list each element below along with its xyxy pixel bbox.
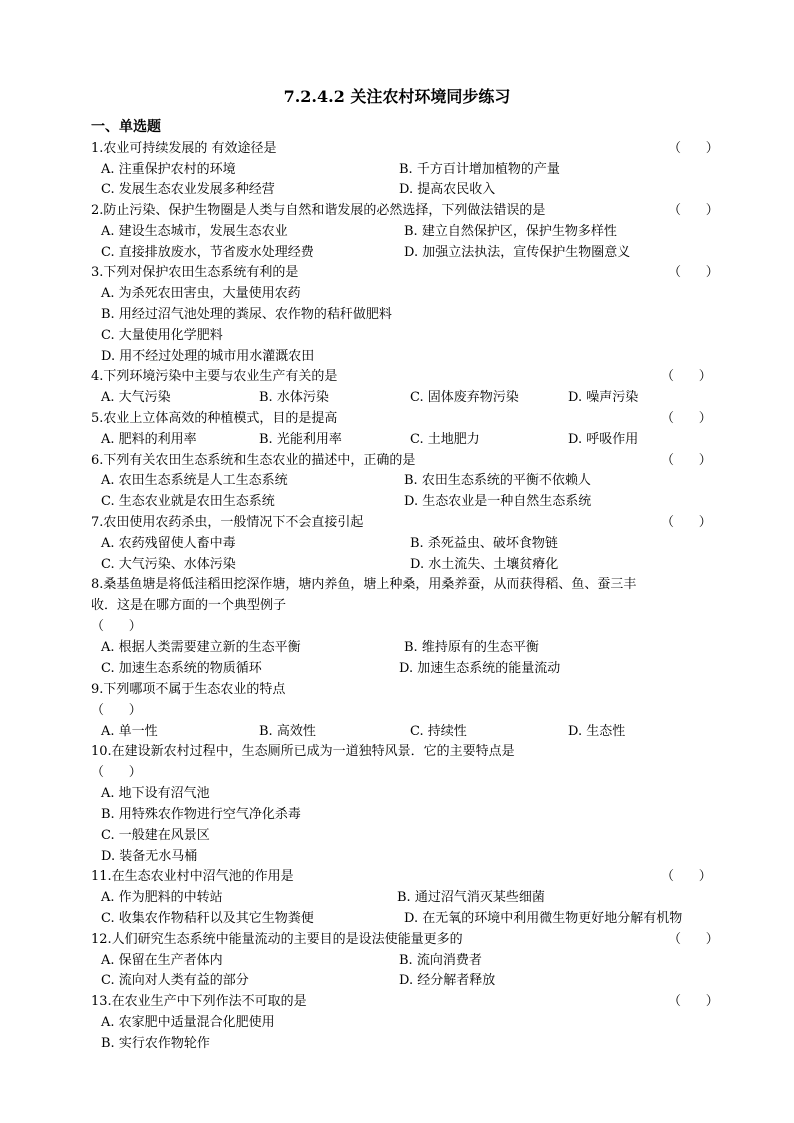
answer-option: D. 加速生态系统的能量流动 [399, 661, 561, 676]
answer-bracket: （ ） [661, 515, 712, 530]
answer-option: B. 千方百计增加植物的产量 [399, 162, 560, 177]
answer-option: B. 实行农作物轮作 [101, 1036, 210, 1051]
answer-option: B. 水体污染 [259, 390, 329, 405]
answer-bracket: （ ） [668, 265, 719, 280]
answer-bracket: （ ） [661, 411, 712, 426]
question-stem: 13.在农业生产中下列作法不可取的是 [91, 994, 307, 1009]
answer-option: C. 加速生态系统的物质循环 [101, 661, 262, 676]
answer-option: B. 流向消费者 [399, 953, 482, 968]
answer-option: D. 在无氧的环境中利用微生物更好地分解有机物 [404, 911, 683, 926]
question-stem: 10.在建设新农村过程中，生态厕所已成为一道独特风景．它的主要特点是 [91, 744, 515, 759]
question-stem: 6.下列有关农田生态系统和生态农业的描述中，正确的是 [91, 453, 416, 468]
answer-option: C. 生态农业就是农田生态系统 [101, 494, 275, 509]
answer-option: B. 高效性 [259, 724, 316, 739]
answer-bracket: （ ） [668, 203, 719, 218]
answer-option: C. 直接排放废水，节省废水处理经费 [101, 245, 314, 260]
answer-option: A. 注重保护农村的环境 [101, 162, 236, 177]
answer-option: D. 装备无水马桶 [101, 849, 198, 864]
answer-option: B. 杀死益虫、破坏食物链 [410, 536, 558, 551]
page-title: 7.2.4.2 关注农村环境同步练习 [283, 87, 511, 106]
answer-option: D. 用不经过处理的城市用水灌溉农田 [101, 349, 315, 364]
answer-option: B. 建立自然保护区，保护生物多样性 [404, 224, 617, 239]
answer-option: B. 通过沼气消灭某些细菌 [397, 890, 545, 905]
answer-option: C. 固体废弃物污染 [410, 390, 519, 405]
question-stem: 1.农业可持续发展的 有效途径是 [91, 141, 277, 156]
answer-bracket: （ ） [661, 369, 712, 384]
answer-bracket: （ ） [661, 869, 712, 884]
question-stem: 9.下列哪项不属于生态农业的特点 [91, 682, 286, 697]
answer-option: B. 农田生态系统的平衡不依赖人 [404, 473, 591, 488]
question-stem: 4.下列环境污染中主要与农业生产有关的是 [91, 369, 338, 384]
answer-option: D. 经分解者释放 [399, 973, 496, 988]
answer-option: A. 作为肥料的中转站 [101, 890, 223, 905]
answer-option: C. 发展生态农业发展多种经营 [101, 182, 275, 197]
answer-option: C. 土地肥力 [410, 432, 480, 447]
answer-option: A. 单一性 [101, 724, 158, 739]
answer-option: B. 维持原有的生态平衡 [404, 640, 539, 655]
answer-bracket: （ ） [668, 141, 719, 156]
answer-option: D. 生态性 [568, 724, 626, 739]
answer-option: B. 用特殊农作物进行空气净化杀毒 [101, 807, 301, 822]
answer-bracket: （ ） [91, 703, 142, 718]
question-stem: 12.人们研究生态系统中能量流动的主要目的是设法使能量更多的 [91, 932, 463, 947]
answer-bracket: （ ） [91, 765, 142, 780]
answer-option: B. 光能利用率 [259, 432, 342, 447]
answer-option: C. 大气污染、水体污染 [101, 557, 236, 572]
answer-option: D. 噪声污染 [568, 390, 639, 405]
question-stem: 11.在生态农业村中沼气池的作用是 [91, 869, 294, 884]
answer-option: A. 建设生态城市，发展生态农业 [101, 224, 288, 239]
section-heading: 一、单选题 [91, 119, 161, 135]
answer-option: A. 农家肥中适量混合化肥使用 [101, 1015, 275, 1030]
answer-option: A. 农田生态系统是人工生态系统 [101, 473, 288, 488]
answer-option: D. 呼吸作用 [568, 432, 639, 447]
answer-option: A. 根据人类需要建立新的生态平衡 [101, 640, 301, 655]
answer-option: A. 肥料的利用率 [101, 432, 197, 447]
question-stem: 8.桑基鱼塘是将低洼稻田挖深作塘，塘内养鱼，塘上种桑，用桑养蚕，从而获得稻、鱼、蚕三丰 [91, 577, 637, 592]
answer-option: C. 持续性 [410, 724, 467, 739]
answer-option: A. 保留在生产者体内 [101, 953, 223, 968]
answer-option: C. 一般建在风景区 [101, 828, 210, 843]
answer-option: D. 水土流失、土壤贫瘠化 [410, 557, 559, 572]
question-stem: 收．这是在哪方面的一个典型例子 [91, 598, 287, 613]
answer-option: D. 生态农业是一种自然生态系统 [404, 494, 592, 509]
question-stem: 2.防止污染、保护生物圈是人类与自然和谐发展的必然选择，下列做法错误的是 [91, 203, 546, 218]
answer-option: B. 用经过沼气池处理的粪尿、农作物的秸秆做肥料 [101, 307, 392, 322]
answer-bracket: （ ） [668, 932, 719, 947]
answer-option: A. 大气污染 [101, 390, 171, 405]
answer-option: D. 提高农民收入 [399, 182, 496, 197]
answer-option: C. 收集农作物秸秆以及其它生物粪便 [101, 911, 314, 926]
answer-bracket: （ ） [661, 453, 712, 468]
answer-option: A. 地下设有沼气池 [101, 786, 210, 801]
answer-option: A. 为杀死农田害虫，大量使用农药 [101, 286, 301, 301]
answer-bracket: （ ） [91, 619, 142, 634]
answer-option: C. 流向对人类有益的部分 [101, 973, 249, 988]
answer-option: C. 大量使用化学肥料 [101, 328, 223, 343]
question-stem: 3.下列对保护农田生态系统有利的是 [91, 265, 299, 280]
answer-option: A. 农药残留使人畜中毒 [101, 536, 236, 551]
question-stem: 7.农田使用农药杀虫，一般情况下不会直接引起 [91, 515, 364, 530]
answer-bracket: （ ） [668, 994, 719, 1009]
question-stem: 5.农业上立体高效的种植模式，目的是提高 [91, 411, 338, 426]
answer-option: D. 加强立法执法，宣传保护生物圈意义 [404, 245, 631, 260]
